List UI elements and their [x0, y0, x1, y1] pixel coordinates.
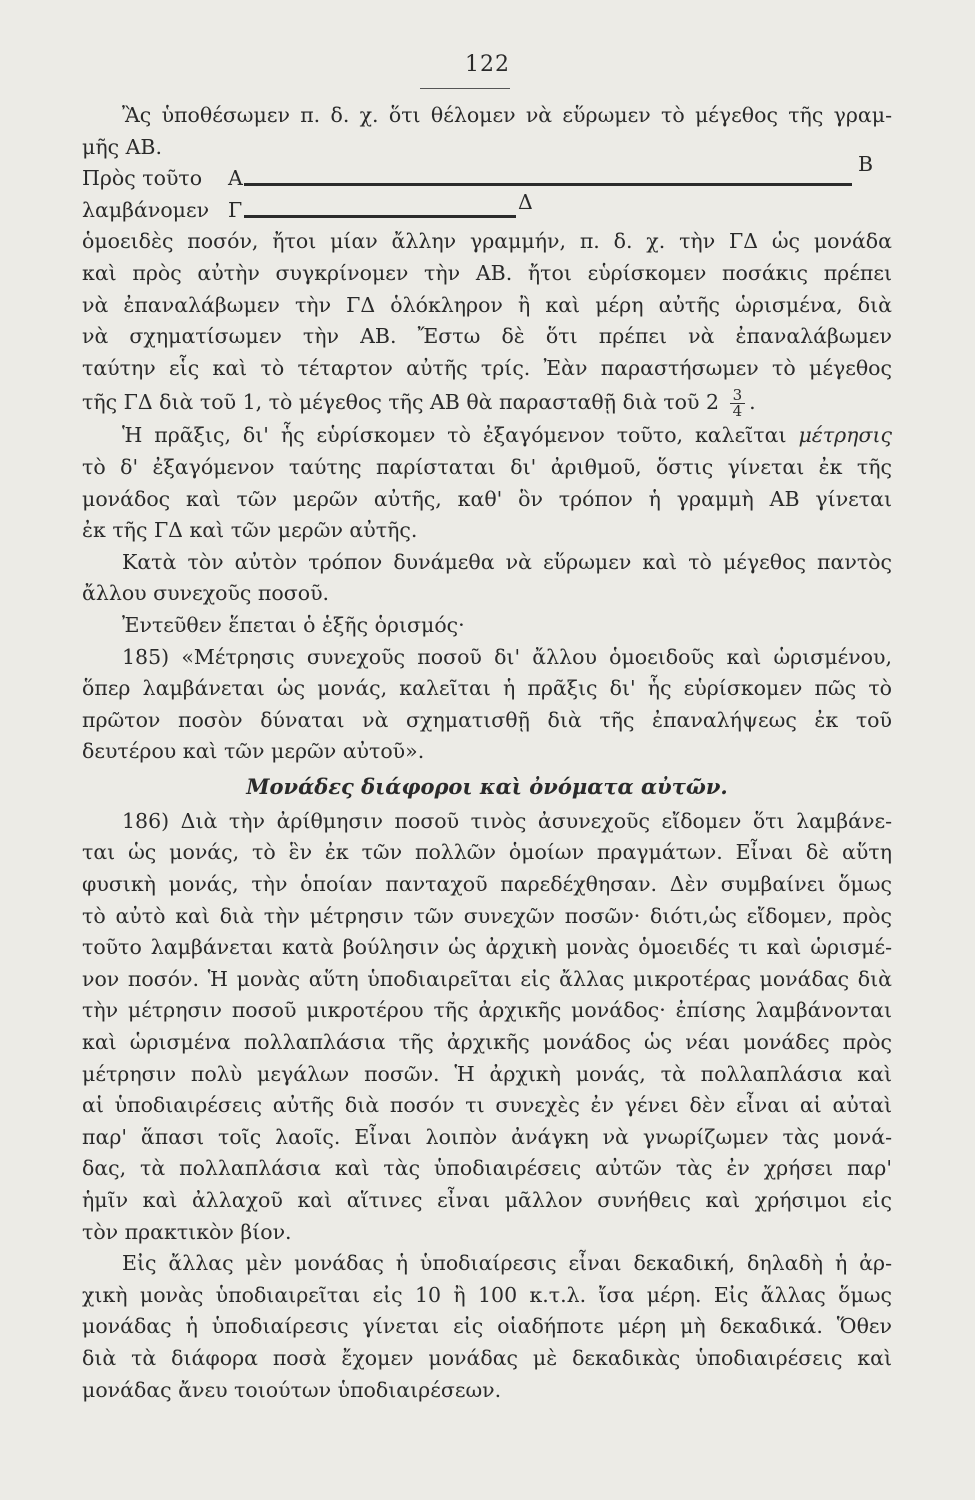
text-line: ἐκ τῆς ΓΔ καὶ τῶν μερῶν αὐτῆς.	[82, 518, 418, 543]
text-line: αἱ ὑποδιαιρέσεις αὐτῆς διὰ ποσόν τι συνεχὲς ἐν γένει δὲν εἶναι αἱ αὐταὶ	[82, 1093, 892, 1118]
text-line: νὰ ἐπαναλάβωμεν τὴν ΓΔ ὁλόκληρον ἢ καὶ μέρη αὐτῆς ὡρισμένα, διὰ	[82, 292, 892, 317]
section-heading: Μονάδες διάφοροι καὶ ὀνόματα αὐτῶν.	[246, 773, 728, 799]
text-line: παρ' ἅπασι τοῖς λαοῖς. Εἶναι λοιπὸν ἀνάγκη νὰ γνωρίζωμεν τὰς μονά-	[82, 1124, 892, 1149]
text-line: Κατὰ τὸν αὐτὸν τρόπον δυνάμεθα νὰ εὕρωμεν καὶ τὸ μέγεθος παντὸς	[122, 549, 892, 574]
term-metrisis: μέτρησις	[798, 423, 892, 448]
text-line: μονάδος καὶ τῶν μερῶν αὐτῆς, καθ' ὃν τρόπον ἡ γραμμὴ ΑΒ γίνεται	[82, 486, 892, 511]
point-d-label: Δ	[518, 189, 533, 214]
fraction-denominator: 4	[732, 402, 743, 421]
text-line: ται ὡς μονάς, τὸ ἓν ἐκ τῶν πολλῶν ὁμοίων πραγμάτων. Εἶναι δὲ αὕτη	[82, 840, 892, 865]
text-line: φυσικὴ μονάς, τὴν ὁποίαν πανταχοῦ παρεδέχθησαν. Δὲν συμβαίνει ὅμως	[82, 872, 892, 897]
text-line: 186) Διὰ τὴν ἀρίθμησιν ποσοῦ τινὸς ἀσυνεχοῦς εἴδομεν ὅτι λαμβάνε-	[122, 808, 892, 833]
text-line: ὁμοειδὲς ποσόν, ἤτοι μίαν ἄλλην γραμμήν, π. δ. χ. τὴν ΓΔ ὡς μονάδα	[82, 229, 892, 254]
text-line: Εἰς ἄλλας μὲν μονάδας ἡ ὑποδιαίρεσις εἶναι δεκαδική, δηλαδὴ ἡ ἀρ-	[122, 1251, 892, 1276]
text-line: διὰ τὰ διάφορα ποσὰ ἔχομεν μονάδας μὲ δεκαδικὰς ὑποδιαιρέσεις καὶ	[82, 1345, 892, 1370]
text-line: ὅπερ λαμβάνεται ὡς μονάς, καλεῖται ἡ πρᾶξις δι' ἧς εὑρίσκομεν πῶς τὸ	[82, 676, 892, 701]
text-line: μονάδας ἡ ὑποδιαίρεσις γίνεται εἰς οἱαδήποτε μέρη μὴ δεκαδικά. Ὅθεν	[82, 1314, 892, 1339]
text-line: δευτέρου καὶ τῶν μερῶν αὐτοῦ».	[82, 739, 425, 764]
fraction-numerator: 3	[730, 388, 746, 404]
text-line: ἄλλου συνεχοῦς ποσοῦ.	[82, 581, 330, 606]
segment-ab-row	[82, 152, 892, 195]
text-line: ἡμῖν καὶ ἀλλαχοῦ καὶ αἵτινες εἶναι μᾶλλον συνήθεις καὶ χρήσιμοι εἰς	[82, 1188, 892, 1212]
text-line: μονάδας ἄνευ τοιούτων ὑποδιαιρέσεων.	[82, 1377, 502, 1402]
diagram-label: Πρὸς τοῦτο	[82, 166, 203, 191]
text-segment: τῆς ΓΔ διὰ τοῦ 1, τὸ μέγεθος τῆς ΑΒ θὰ παρασταθῇ διὰ τοῦ 2	[82, 390, 720, 415]
text-line: τὸ αὐτὸ καὶ διὰ τὴν μέτρησιν τῶν συνεχῶν ποσῶν· διότι,ὡς εἴδομεν, πρὸς	[82, 903, 892, 928]
fraction	[730, 388, 746, 419]
text-line: νὰ σχηματίσωμεν τὴν ΑΒ. Ἔστω δὲ ὅτι πρέπει νὰ ἐπαναλάβωμεν	[82, 324, 892, 349]
body-text	[82, 100, 892, 1406]
text-line: ταύτην εἷς καὶ τὸ τέταρτον αὐτῆς τρίς. Ἐὰν παραστήσωμεν τὸ μέγεθος	[82, 355, 892, 380]
text-line: χικὴ μονὰς ὑποδιαιρεῖται εἰς 10 ἢ 100 κ.τ.λ. ἴσα μέρη. Εἰς ἄλλας ὅμως	[82, 1282, 892, 1307]
text-line	[82, 420, 892, 452]
point-a-label: Α	[228, 166, 243, 191]
text-line: τὸ δ' ἐξαγόμενον ταύτης παρίσταται δι' ἀριθμοῦ, ὅστις γίνεται ἐκ τῆς	[82, 454, 892, 479]
segment-gd-row	[82, 189, 892, 227]
text-segment: .	[749, 390, 756, 415]
text-line: μῆς ΑΒ.	[82, 134, 162, 159]
text-line: Ἐντεῦθεν ἕπεται ὁ ἑξῆς ὁρισμός·	[122, 612, 465, 637]
text-line: πρῶτον ποσὸν δύναται νὰ σχηματισθῇ διὰ τῆς ἐπαναλήψεως ἐκ τοῦ	[82, 707, 892, 732]
point-g-label: Γ	[228, 197, 243, 222]
diagram-label: λαμβάνομεν	[82, 197, 210, 222]
point-b-label: Β	[858, 152, 874, 177]
text-line: μέτρησιν πολὺ μεγάλων ποσῶν. Ἡ ἀρχικὴ μονάς, τὰ πολλαπλάσια καὶ	[82, 1061, 892, 1086]
text-line: δας, τὰ πολλαπλάσια καὶ τὰς ὑποδιαιρέσεις αὐτῶν τὰς ἐν χρήσει παρ'	[82, 1156, 892, 1181]
page-number-rule	[420, 88, 510, 89]
text-line: νον ποσόν. Ἡ μονὰς αὕτη ὑποδιαιρεῖται εἰς ἄλλας μικροτέρας μονάδας διὰ	[82, 966, 892, 991]
text-line: Ἂς ὑποθέσωμεν π. δ. χ. ὅτι θέλομεν νὰ εὕρωμεν τὸ μέγεθος τῆς γραμ-	[122, 103, 892, 127]
text-line-with-fraction	[82, 384, 892, 420]
page-number: 122	[465, 52, 510, 77]
text-line: τοῦτο λαμβάνεται κατὰ βούλησιν ὡς ἀρχικὴ μονὰς ὁμοειδές τι καὶ ὡρισμέ-	[82, 935, 892, 960]
text-line: καὶ ὡρισμένα πολλαπλάσια τῆς ἀρχικῆς μονάδος ὡς νέαι μονάδες πρὸς	[82, 1030, 892, 1055]
text-line: 185) «Μέτρησις συνεχοῦς ποσοῦ δι' ἄλλου ὁμοειδοῦς καὶ ὡρισμένου,	[122, 644, 892, 669]
text-segment: Ἡ πρᾶξις, δι' ἧς εὑρίσκομεν τὸ ἐξαγόμενον τοῦτο, καλεῖται	[122, 423, 787, 448]
text-line: τὴν μέτρησιν ποσοῦ μικροτέρου τῆς ἀρχικῆς μονάδος· ἐπίσης λαμβάνονται	[82, 998, 892, 1023]
segment-ab	[244, 183, 852, 186]
text-line: καὶ πρὸς αὐτὴν συγκρίνομεν τὴν ΑΒ. ἤτοι εὑρίσκομεν ποσάκις πρέπει	[82, 260, 892, 285]
text-line: τὸν πρακτικὸν βίον.	[82, 1219, 292, 1244]
segment-gd	[244, 215, 516, 218]
